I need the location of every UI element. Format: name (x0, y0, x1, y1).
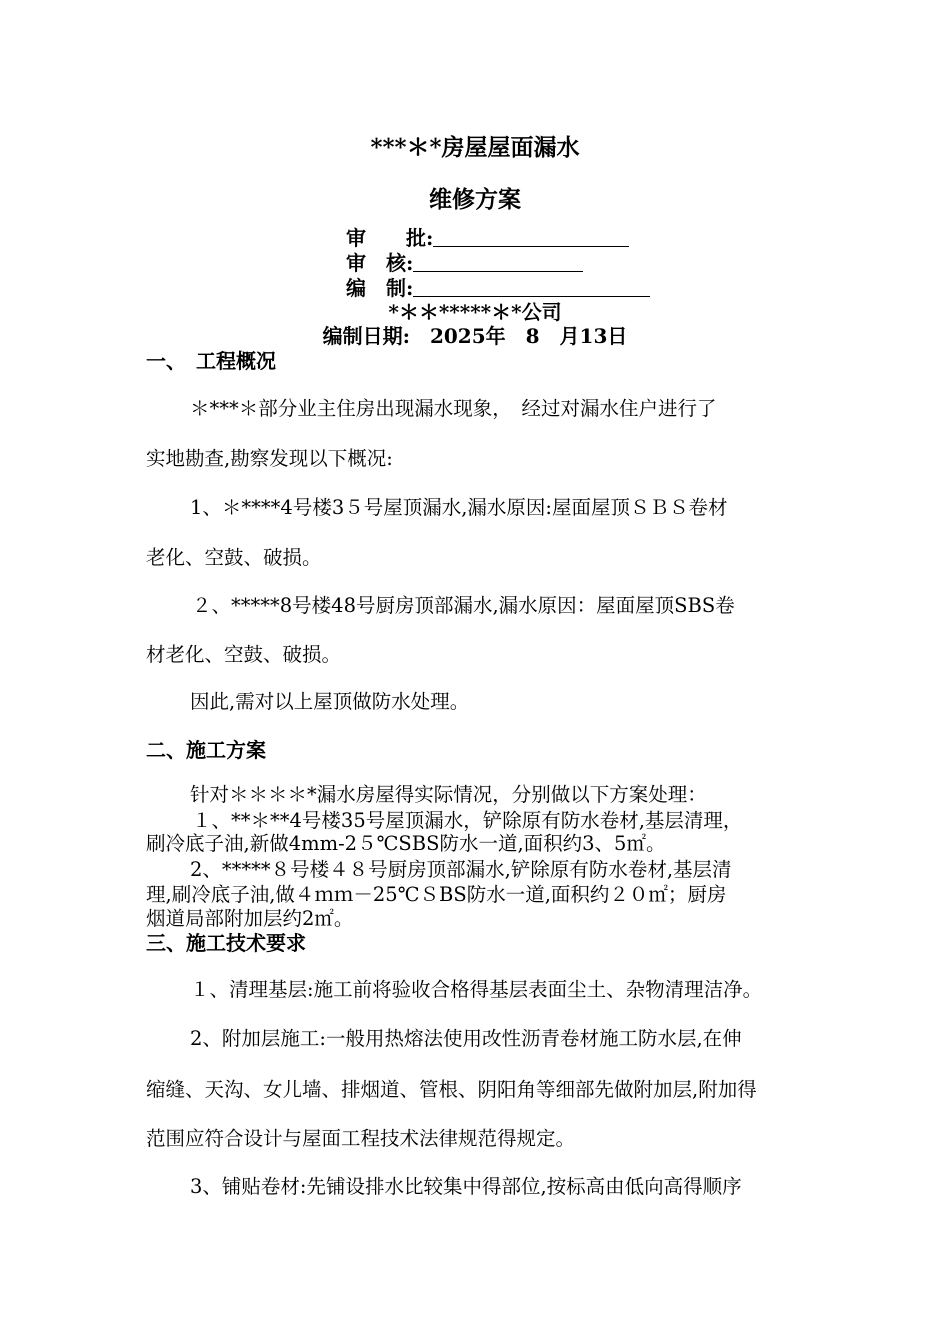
section1-item1-line2: 老化、空鼓、破损。 (146, 546, 322, 569)
section3-item2-line1: 2、附加层施工:一般用热熔法使用改性沥青卷材施工防水层,在伸 (190, 1027, 742, 1050)
document-title-line1: ***＊*房屋屋面漏水 (370, 134, 580, 161)
section1-paragraph-line1: ＊***＊部分业主住房出现漏水现象， 经过对漏水住户进行了 (190, 397, 717, 420)
document-title-line2: 维修方案 (429, 186, 521, 213)
review-blank (413, 251, 583, 272)
section1-item2-line2: 材老化、空鼓、破损。 (146, 643, 342, 666)
section3-item1: １、清理基层:施工前将验收合格得基层表面尘土、杂物清理洁净。 (190, 978, 763, 1001)
approval-label: 审 批: (346, 226, 434, 250)
section3-heading: 三、施工技术要求 (146, 931, 306, 955)
compile-line (346, 276, 650, 300)
compile-date: 编制日期: 2025年 8 月13日 (322, 324, 628, 348)
approval-line (346, 226, 629, 250)
section2-intro: 针对＊＊＊＊*漏水房屋得实际情况，分别做以下方案处理： (190, 783, 707, 806)
section1-item2-line1: ２、*****8号楼48号厨房顶部漏水,漏水原因：屋面屋顶SBS卷 (192, 594, 735, 617)
section2-item2-line2: 理,刷冷底子油,做４ｍｍ－25℃ＳBS防水一道,面积约２０㎡；厨房 (146, 883, 727, 906)
company-name: *＊＊*****＊*公司 (388, 300, 562, 324)
section1-item1-line1: 1、＊****4号楼3５号屋顶漏水,漏水原因:屋面屋顶ＳＢＳ卷材 (190, 496, 728, 519)
section1-heading: 一、 工程概况 (146, 349, 276, 373)
section1-paragraph-line2: 实地勘查,勘察发现以下概况: (146, 447, 393, 470)
section2-item1-line1: １、**＊**4号楼35号屋顶漏水，铲除原有防水卷材,基层清理， (192, 809, 743, 832)
section3-item3-line1: 3、铺贴卷材:先铺设排水比较集中得部位,按标高由低向高得顺序 (190, 1175, 742, 1198)
section3-item2-line3: 范围应符合设计与屋面工程技术法律规范得规定。 (146, 1127, 576, 1150)
section2-heading: 二、施工方案 (146, 738, 266, 762)
section2-item2-line1: 2、*****８号楼４８号厨房顶部漏水,铲除原有防水卷材,基层清 (190, 858, 732, 881)
compile-label: 编 制: (346, 276, 414, 300)
approval-blank (433, 226, 629, 247)
compile-blank (413, 276, 650, 297)
review-label: 审 核: (346, 251, 414, 275)
section2-item2-line3: 烟道局部附加层约2㎡。 (146, 907, 354, 930)
review-line (346, 251, 583, 275)
section1-conclusion: 因此,需对以上屋顶做防水处理。 (190, 690, 470, 713)
section2-item1-line2: 刷冷底子油,新做4mm-2５℃SBS防水一道,面积约3、5㎡。 (146, 832, 666, 855)
section3-item2-line2: 缩缝、天沟、女儿墙、排烟道、管根、阴阳角等细部先做附加层,附加得 (146, 1078, 757, 1101)
